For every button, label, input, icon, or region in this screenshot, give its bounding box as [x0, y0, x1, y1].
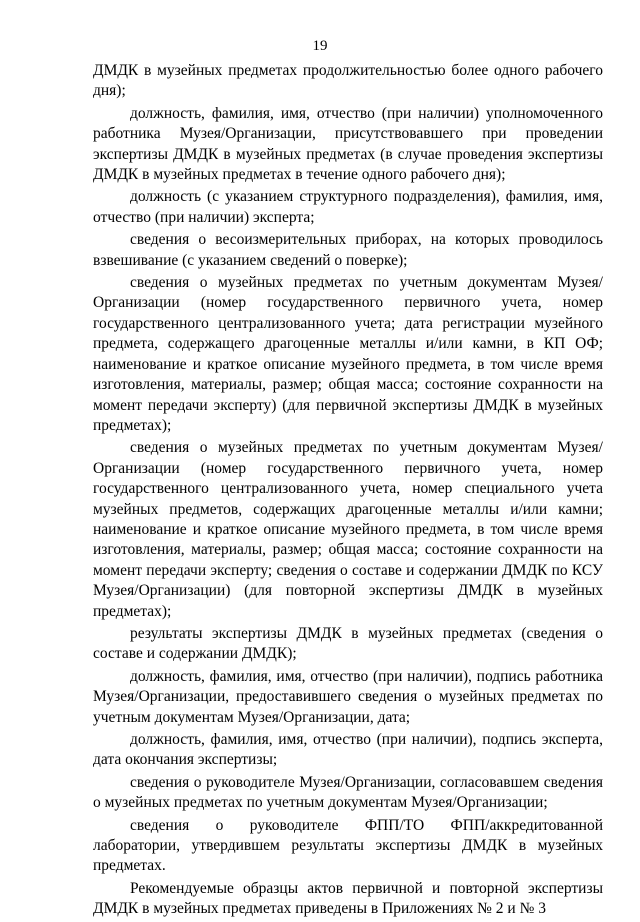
paragraph-expert-signature: должность, фамилия, имя, отчество (при наличии), подпись эксперта, дата окончания экспертизы;: [93, 731, 603, 769]
paragraph-museum-employee-signature: должность, фамилия, имя, отчество (при наличии), подпись работника Музея/Организации, предоставившего сведения о музейных предметах по учетным документам Музея/Организации, дата;: [93, 667, 603, 726]
paragraph-lab-head: сведения о руководителе ФПП/ТО ФПП/аккредитованной лаборатории, утвердившем результаты экспертизы ДМДК в музейных предметах.: [93, 816, 603, 875]
paragraph-recommended-samples: Рекомендуемые образцы актов первичной и повторной экспертизы ДМДК в музейных предметах приведены в Приложениях № 2 и № 3: [93, 879, 603, 918]
paragraph-repeat-expertise-info: сведения о музейных предметах по учетным документам Музея/Организации (номер государственного первичного учета, номер государственного централизованного учета, номер специального учета музейных предметов, содержащих драгоценные металлы и/или камни; наименование и краткое описание музейного предмета, в том числе время изготовления, материалы, размер; общая масса; состояние сохранности на момент передачи эксперту; сведения о составе и содержании ДМДК по КСУ Музея/Организации) (для повторной экспертизы ДМДК в музейных предметах);: [93, 439, 603, 620]
paragraph-museum-head: сведения о руководителе Музея/Организации, согласовавшем сведения о музейных предметах по учетным документам Музея/Организации;: [93, 773, 603, 812]
paragraph-expertise-results: результаты экспертизы ДМДК в музейных предметах (сведения о составе и содержании ДМДК);: [93, 624, 603, 663]
paragraph-authorized-employee: должность, фамилия, имя, отчество (при наличии) уполномоченного работника Музея/Организации, присутствовавшего при проведении экспертизы ДМДК в музейных предметах (в случае проведения экспертизы ДМДК в музейных предметах в течение одного рабочего дня);: [93, 104, 603, 184]
paragraph-primary-expertise-info: сведения о музейных предметах по учетным документам Музея/Организации (номер государственного первичного учета, номер государственного централизованного учета; дата регистрации музейного предмета, содержащего драгоценные металлы и/или камни, в КП ОФ; наименование и краткое описание музейного предмета, в том числе время изготовления, материалы, размер; общая масса; состояние сохранности на момент передачи эксперту) (для первичной экспертизы ДМДК в музейных предметах);: [93, 274, 603, 434]
paragraph-weighing-devices: сведения о весоизмерительных приборах, на которых проводилось взвешивание (с указанием сведений о поверке);: [93, 231, 603, 269]
document-body: [93, 61, 603, 922]
paragraph-continuation: ДМДК в музейных предметах продолжительностью более одного рабочего дня);: [93, 62, 603, 100]
paragraph-expert: должность (с указанием структурного подразделения), фамилия, имя, отчество (при наличии) эксперта;: [93, 188, 603, 226]
page-number: 19: [312, 38, 328, 54]
